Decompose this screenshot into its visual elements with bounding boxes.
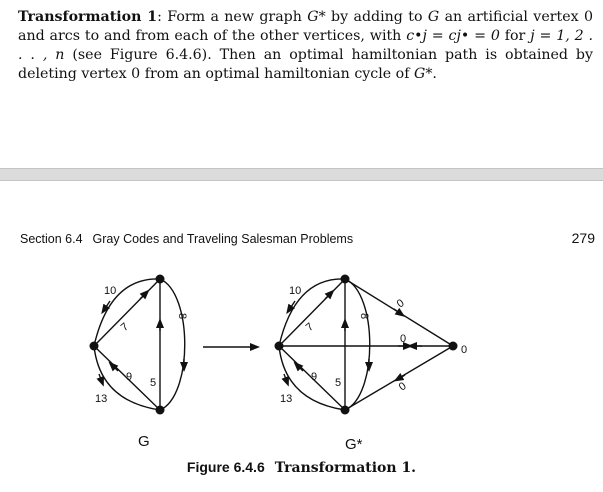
graph-g-name: G [138, 433, 150, 450]
vertex-zero-label: 0 [461, 344, 468, 356]
transformation-paragraph: Transformation 1: Form a new graph G* by adding to G an artificial vertex 0 and arcs to and from each of the other vertices, with c•j = cj• = 0 for j = 1, 2 . . . , n (see Figure 6.4.6). Then an optimal hamiltonian path is obtained by deleting vertex 0 from an optimal hamiltonian cycle of G*. [18, 9, 593, 82]
label-7: 7 [303, 320, 317, 334]
label-zero-mid: 0 [400, 333, 407, 345]
vertex-top [341, 275, 350, 284]
transformation-label: Transformation 1 [18, 9, 158, 25]
page-separator [0, 168, 603, 181]
figure-caption [0, 459, 603, 476]
graph-gstar-name-text: G* [345, 436, 363, 453]
section-number: Section 6.4 [20, 232, 83, 246]
label-7: 7 [118, 320, 132, 334]
label-5: 5 [335, 377, 342, 389]
label-9: 9 [126, 371, 133, 383]
arrow-zero-bottom [398, 375, 405, 379]
arrow-7 [325, 293, 331, 299]
vertex-zero [449, 342, 458, 351]
vertex-left [275, 342, 284, 351]
graph-gstar [275, 275, 468, 454]
label-13: 13 [95, 393, 108, 405]
section-title: Gray Codes and Traveling Salesman Problems [92, 232, 354, 246]
edge-right-arc [345, 279, 370, 410]
label-8: 8 [176, 313, 188, 320]
index-range: j = 1, 2 . . . , n [18, 28, 593, 63]
arrow-13 [284, 374, 287, 382]
label-5: 5 [150, 377, 157, 389]
arrow-13 [99, 374, 102, 382]
cost-equation: c•j = cj• = 0 [406, 28, 500, 44]
caption-label: Figure 6.4.6 [186, 459, 265, 475]
arrow-7 [140, 293, 146, 299]
label-zero-bottom: 0 [396, 380, 409, 394]
label-10: 10 [104, 285, 117, 297]
vertex-left [90, 342, 99, 351]
label-9: 9 [311, 371, 318, 383]
page-number: 279 [571, 230, 595, 246]
label-13: 13 [280, 393, 293, 405]
label-zero-top: 0 [394, 297, 407, 311]
vertex-top [156, 275, 165, 284]
label-8: 8 [358, 313, 370, 320]
graph-g [90, 275, 189, 451]
caption-title: Transformation 1. [274, 460, 417, 476]
transformation-figure [0, 181, 603, 492]
current-page [0, 181, 603, 492]
vertex-bottom [156, 406, 165, 415]
previous-page [0, 0, 603, 168]
edge-right-arc [160, 279, 185, 410]
label-10: 10 [289, 285, 302, 297]
graph-gstar-name [345, 436, 363, 453]
vertex-bottom [341, 406, 350, 415]
